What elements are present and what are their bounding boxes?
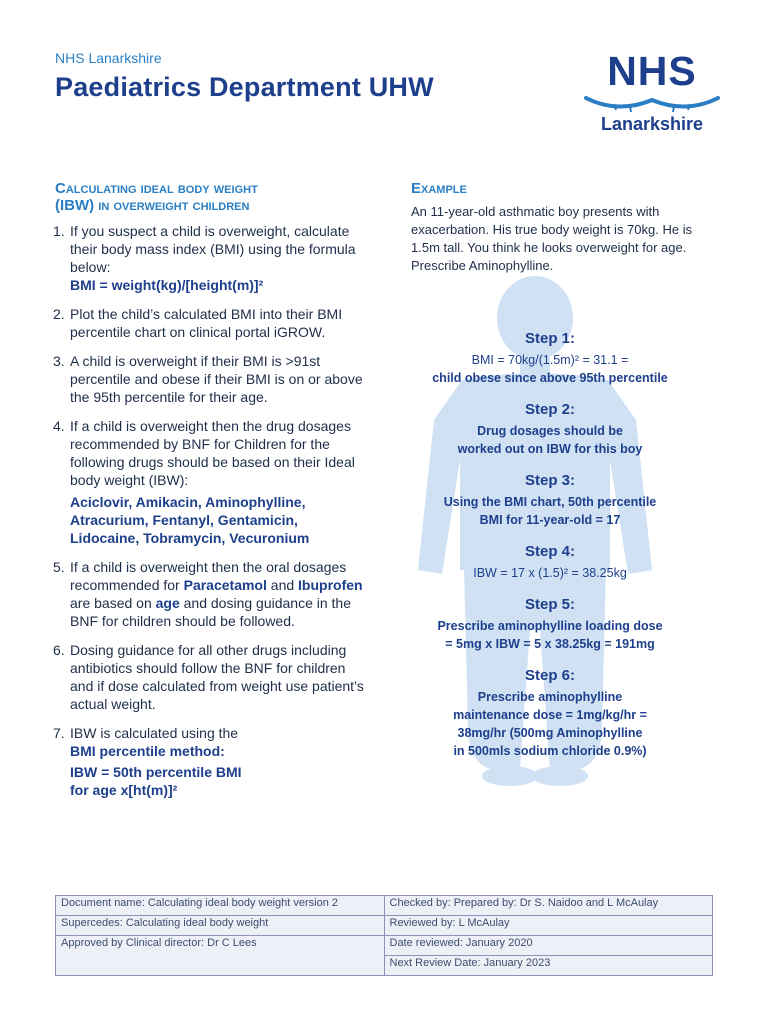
step-4 (395, 543, 705, 582)
step-line: IBW = 17 x (1.5)² = 38.25kg (473, 566, 627, 580)
step-line: Prescribe aminophylline loading dose (437, 619, 663, 633)
table-row (56, 916, 713, 936)
page-title: Paediatrics Department UHW (55, 72, 434, 102)
heading-line-1: Calculating ideal body weight (55, 180, 258, 197)
table-cell: Next Review Date: January 2023 (384, 956, 713, 976)
item-text: Plot the child’s calculated BMI into their BMI percentile chart on clinical portal iGROW. (70, 306, 343, 340)
item-number: 7. (53, 725, 65, 741)
step-body (395, 617, 705, 653)
step-2 (395, 401, 705, 458)
table-cell: Document name: Calculating ideal body weight version 2 (56, 896, 385, 916)
step-title: Step 4: (524, 543, 575, 560)
table-cell: Date reviewed: January 2020 (384, 936, 713, 956)
step-body (395, 422, 705, 458)
item-number: 6. (53, 642, 65, 658)
table-row (56, 896, 713, 916)
step-body (395, 351, 705, 387)
step-title: Step 3: (524, 472, 575, 489)
logo-nhs-text: NHS (607, 48, 697, 94)
list-item (53, 222, 368, 294)
ibw-method-label: BMI percentile method: (70, 743, 225, 759)
step-line: Prescribe aminophylline (477, 690, 623, 704)
table-cell: Approved by Clinical director: Dr C Lees (56, 936, 385, 976)
step-line: BMI for 11-year-old = 17 (479, 513, 621, 527)
step-body (395, 564, 705, 582)
drug-ibuprofen: Ibuprofen (298, 577, 363, 593)
list-item (53, 641, 368, 713)
table-cell: Supercedes: Calculating ideal body weight (56, 916, 385, 936)
item-text: If a child is overweight then the drug dosages recommended by BNF for Children for the following drugs should be based on their Ideal body weight (IBW): (70, 418, 355, 488)
step-line: Using the BMI chart, 50th percentile (443, 495, 657, 509)
bmi-formula: BMI = weight(kg)/[height(m)]² (70, 277, 264, 293)
ibw-formula-line-1: IBW = 50th percentile BMI (70, 764, 242, 780)
step-3 (395, 472, 705, 529)
item-text: and dosing guidance in the BNF for children should be followed. (70, 595, 351, 629)
step-title: Step 5: (524, 596, 575, 613)
item-number: 5. (53, 559, 65, 575)
step-line: 38mg/hr (500mg Aminophylline (457, 726, 643, 740)
step-6 (395, 667, 705, 760)
item-number: 4. (53, 418, 65, 434)
example-steps (395, 330, 705, 774)
table-cell: Reviewed by: L McAulay (384, 916, 713, 936)
item-text: IBW is calculated using the (70, 725, 239, 741)
list-item (53, 305, 368, 341)
ibw-formula-line-2: for age x[ht(m)]² (70, 782, 178, 798)
step-line: child obese since above 95th percentile (432, 371, 668, 385)
step-title: Step 2: (524, 401, 575, 418)
ibw-drug-list: Aciclovir, Amikacin, Aminophylline, Atracurium, Fentanyl, Gentamicin, Lidocaine, Tobramycin, Vecuronium (70, 494, 310, 546)
example-intro: An 11-year-old asthmatic boy presents with exacerbation. His true body weight is 70kg. He is 1.5m tall. You think he looks overweight for age. Prescribe Aminophylline. (411, 204, 693, 273)
step-title: Step 6: (524, 667, 575, 684)
list-item (53, 417, 368, 547)
table-row (56, 936, 713, 956)
item-number: 1. (53, 223, 65, 239)
item-text: If a child is overweight then the oral dosages recommended for (70, 559, 347, 593)
item-text: are based on (70, 595, 156, 611)
step-line: maintenance dose = 1mg/kg/hr = (453, 708, 647, 722)
heading-line-2: (IBW) in overweight children (55, 197, 250, 214)
nhs-lanarkshire-logo (582, 50, 722, 140)
step-line: Drug dosages should be (477, 424, 623, 438)
step-body (395, 493, 705, 529)
step-1 (395, 330, 705, 387)
organisation-name: NHS Lanarkshire (55, 50, 162, 66)
list-item (53, 352, 368, 406)
item-number: 2. (53, 306, 65, 322)
logo-lanarkshire-text: Lanarkshire (600, 114, 704, 134)
ibw-steps-list (53, 222, 368, 810)
item-text: If you suspect a child is overweight, calculate their body mass index (BMI) using the formula below: (70, 223, 356, 275)
section-heading-ibw (55, 180, 355, 214)
step-line: worked out on IBW for this boy (457, 442, 643, 456)
table-cell: Checked by: Prepared by: Dr S. Naidoo and L McAulay (384, 896, 713, 916)
item-number: 3. (53, 353, 65, 369)
item-text: and (266, 577, 299, 593)
item-text: A child is overweight if their BMI is >91st percentile and obese if their BMI is on or above the 95th percentile for their age. (70, 353, 363, 405)
step-line: in 500mls sodium chloride 0.9%) (453, 744, 647, 758)
drug-paracetamol: Paracetamol (183, 577, 267, 593)
wave-icon (584, 92, 720, 114)
list-item (53, 724, 368, 799)
step-line: = 5mg x IBW = 5 x 38.25kg = 191mg (445, 637, 655, 651)
step-body (395, 688, 705, 760)
step-line: BMI = 70kg/(1.5m)² = 31.1 = (471, 353, 629, 367)
step-title: Step 1: (524, 330, 575, 347)
step-5 (395, 596, 705, 653)
list-item (53, 558, 368, 630)
item-text: Dosing guidance for all other drugs including antibiotics should follow the BNF for children and if dose calculated from weight use patient’s actual weight. (70, 642, 364, 712)
document-control-table (55, 895, 713, 976)
example-heading: Example (411, 180, 467, 197)
emphasis-age: age (155, 595, 180, 611)
